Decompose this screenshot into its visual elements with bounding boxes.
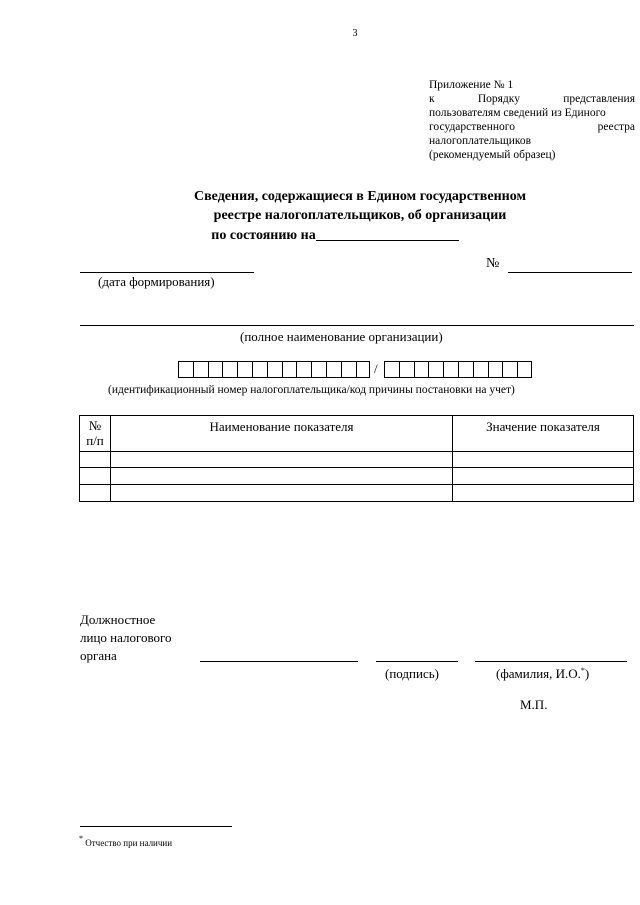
appendix-note: [429, 78, 635, 162]
signature-caption: (подпись): [385, 666, 439, 681]
official-label: Должностное лицо налогового органа: [80, 612, 172, 663]
inn-kpp-separator: /: [374, 361, 378, 376]
number-sign: №: [486, 256, 500, 271]
date-caption: (дата формирования): [98, 274, 215, 289]
as-of-date-blank: [316, 225, 459, 241]
page-number: 3: [352, 28, 358, 39]
title-line: реестре налогоплательщиков, об организации: [213, 208, 507, 223]
table-row: [80, 452, 634, 468]
appendix-text: реестра: [597, 121, 635, 133]
footnote-separator: [80, 826, 232, 827]
position-line: [200, 661, 358, 662]
appendix-text: представления: [563, 93, 635, 105]
appendix-text: к: [429, 93, 435, 105]
org-name-line: [80, 325, 634, 326]
col-name-header: Наименование показателя: [111, 416, 453, 452]
stamp-label: М.П.: [520, 697, 548, 712]
inn-kpp-caption: (идентификационный номер налогоплательщика/код причины постановки на учет): [108, 384, 515, 396]
date-line: [80, 272, 254, 273]
org-caption: (полное наименование организации): [240, 329, 443, 344]
col-number-header: №: [88, 418, 102, 433]
appendix-subtitle: (рекомендуемый образец): [429, 149, 556, 161]
table-row: [80, 468, 634, 485]
col-value-header: Значение показателя: [453, 416, 634, 452]
number-line: [508, 272, 632, 273]
appendix-text: государственного: [429, 121, 515, 133]
appendix-text: Порядку: [477, 93, 520, 105]
inn-boxes: [178, 361, 370, 378]
title-line: Сведения, содержащиеся в Едином государственном: [194, 189, 526, 204]
footnote: * Отчество при наличии: [79, 834, 173, 848]
indicators-table: [79, 415, 634, 502]
appendix-text: налогоплательщиков: [429, 135, 532, 147]
document-title: [140, 187, 580, 245]
full-name-line: [475, 661, 627, 662]
title-line: по состоянию на: [211, 228, 316, 243]
table-row: [80, 485, 634, 502]
signature-line: [376, 661, 458, 662]
kpp-boxes: [384, 361, 532, 378]
table-header-row: [80, 416, 634, 452]
col-number-header: п/п: [86, 433, 104, 448]
appendix-title: Приложение № 1: [429, 79, 514, 91]
name-caption: (фамилия, И.О.*): [496, 666, 590, 681]
appendix-text: пользователям сведений из Единого: [429, 107, 606, 119]
